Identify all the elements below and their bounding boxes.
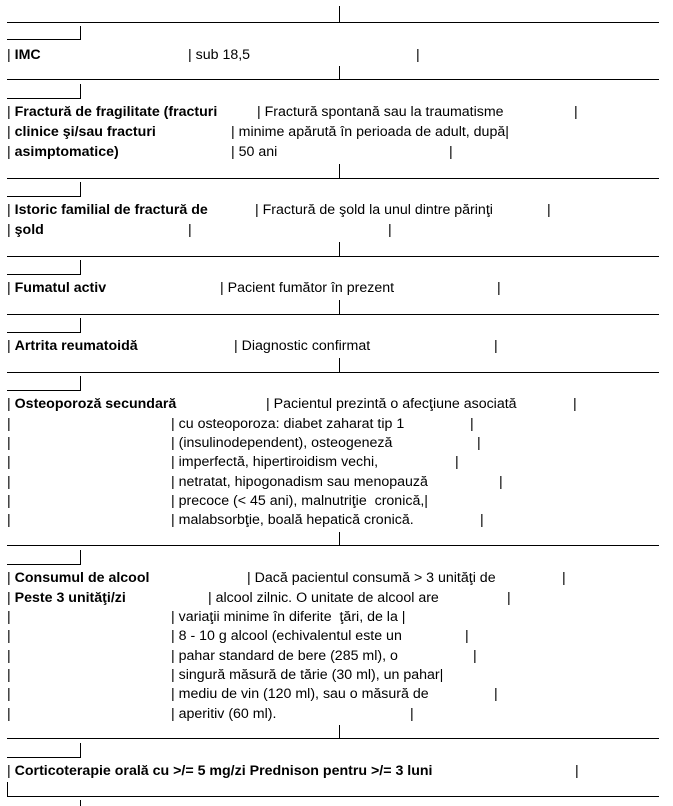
- row-rule: [7, 39, 81, 40]
- row-secondary: | Osteoporoză secundară: [7, 396, 177, 412]
- criteria-label: IMC: [14, 47, 41, 63]
- top-rule: [7, 22, 659, 23]
- row-family: | Istoric familial de fractură de: [7, 202, 208, 218]
- row-alcohol: | Consumul de alcool: [7, 570, 150, 586]
- row-imc: | IMC: [7, 47, 41, 63]
- document-page: | IMC | sub 18,5 | | Fractură de fragilitate (fracturi | clinice şi/sau fracturi | asimptomatice) | Fractură spontană sau la traumatisme | | minime apărută în perioada de adult, după| | 50 ani | | Istoric familial de fractură de | şold | Fractură de şold la unul dintre părinţi | | | | Fumatul activ | Pacient fumător în prezent | | Artrita reumatoidă | Diagnostic confirmat | | Osteoporoză secundară | Pacientul prezintă o afecţiune asociată | | | cu osteoporoza: diabet zaharat tip 1 | | | (insulinodependent), osteogeneză | | | imperfectă, hipertiroidism vechi, | | | netratat, hipogonadism sau menopauză | | | precoce (< 45 ani), malnutriţie cronică,| | | malabsorbţie, boală hepatică cronică. | | Consumul de alcool | Peste 3 unităţi/zi | Dacă pacientul consumă > 3 unităţi de | | alcool zilnic. O unitate de alcool are | | | variaţii minime în diferite ţări, de la | | | 8 - 10 g alcool (echivalentul este un | | | pahar standard de bere (285 ml), o | | | singură măsură de tărie (30 ml), un pahar| | | mediu de vin (120 ml), sau o măsură de | | | aperitiv (60 ml). | | Corticoterapie orală cu >/= 5 mg/zi Prednison pentru >/= 3 luni |: [0, 0, 673, 806]
- row-fragility: | Fractură de fragilitate (fracturi: [7, 104, 218, 120]
- row-ra: | Artrita reumatoidă: [7, 338, 138, 354]
- row-corticotherapy: | Corticoterapie orală cu >/= 5 mg/zi Prednison pentru >/= 3 luni: [7, 763, 433, 779]
- row-smoking: | Fumatul activ: [7, 280, 107, 296]
- col-divider: [80, 26, 81, 40]
- detail-line: | sub 18,5: [188, 47, 251, 63]
- col-divider: [339, 6, 340, 23]
